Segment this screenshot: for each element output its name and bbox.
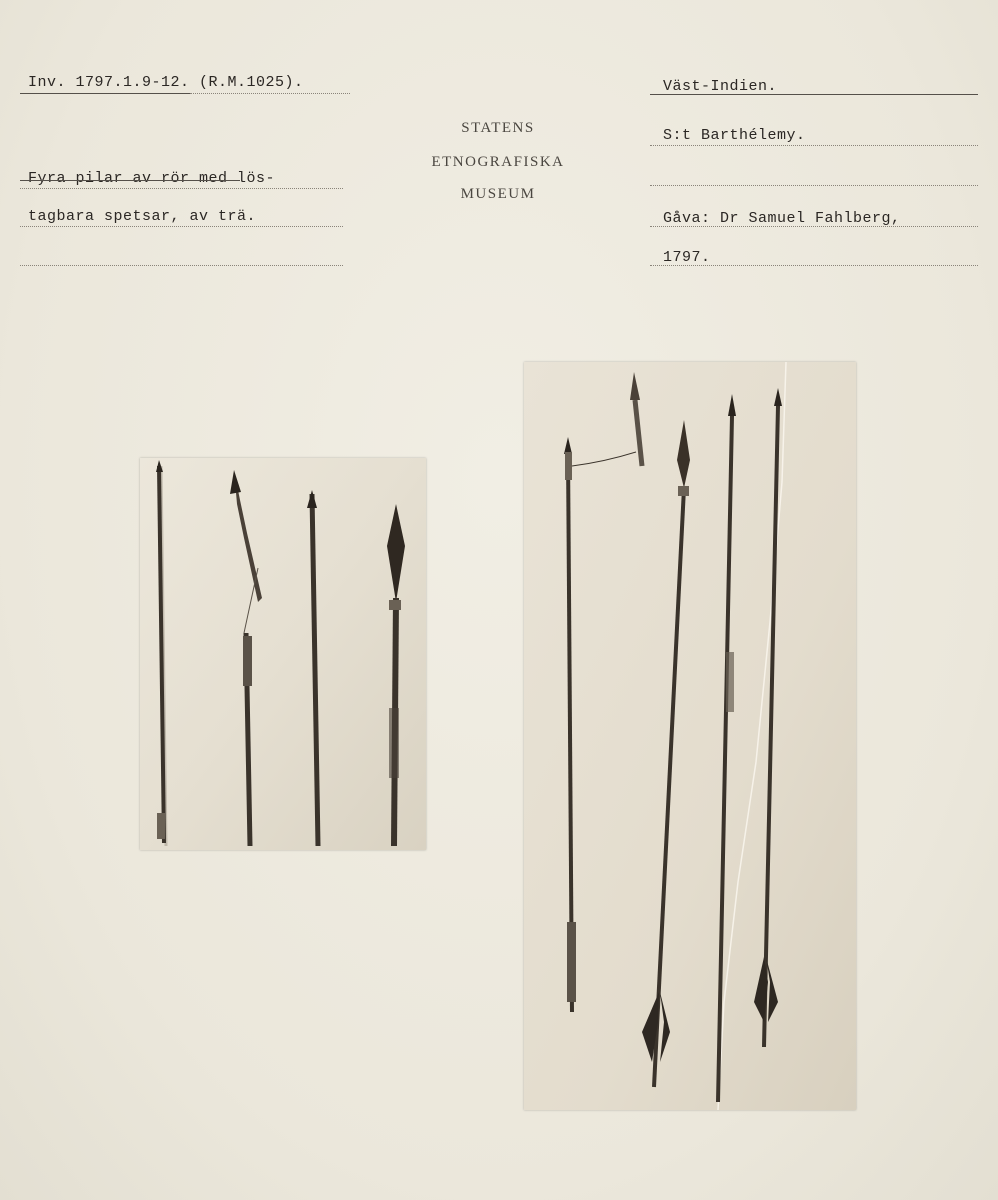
description-line-1: Fyra pilar av rör med lös-: [28, 170, 276, 187]
museum-line-3: MUSEUM: [460, 186, 536, 202]
place-rule: [650, 145, 978, 146]
description-rule-3: [20, 265, 343, 266]
donor-rule: [650, 226, 978, 227]
left-arrow-photo: [140, 458, 426, 850]
blank-rule: [650, 185, 978, 186]
inventory-rule: [190, 93, 350, 94]
year: 1797.: [663, 249, 711, 266]
inventory-number: Inv. 1797.1.9-12. (R.M.1025).: [28, 74, 304, 91]
region: Väst-Indien.: [663, 78, 778, 95]
description-rule-1: [20, 188, 343, 189]
description-line-2: tagbara spetsar, av trä.: [28, 208, 257, 225]
region-rule: [650, 94, 978, 95]
description-rule-2: [20, 226, 343, 227]
inventory-underline: [20, 93, 190, 94]
museum-line-2: ETNOGRAFISKA: [431, 154, 565, 170]
place: S:t Barthélemy.: [663, 127, 806, 144]
year-rule: [650, 265, 978, 266]
donor: Gåva: Dr Samuel Fahlberg,: [663, 210, 901, 227]
museum-line-1: STATENS: [461, 120, 535, 136]
description-strike: [20, 180, 240, 181]
right-arrow-photo: [524, 362, 856, 1110]
